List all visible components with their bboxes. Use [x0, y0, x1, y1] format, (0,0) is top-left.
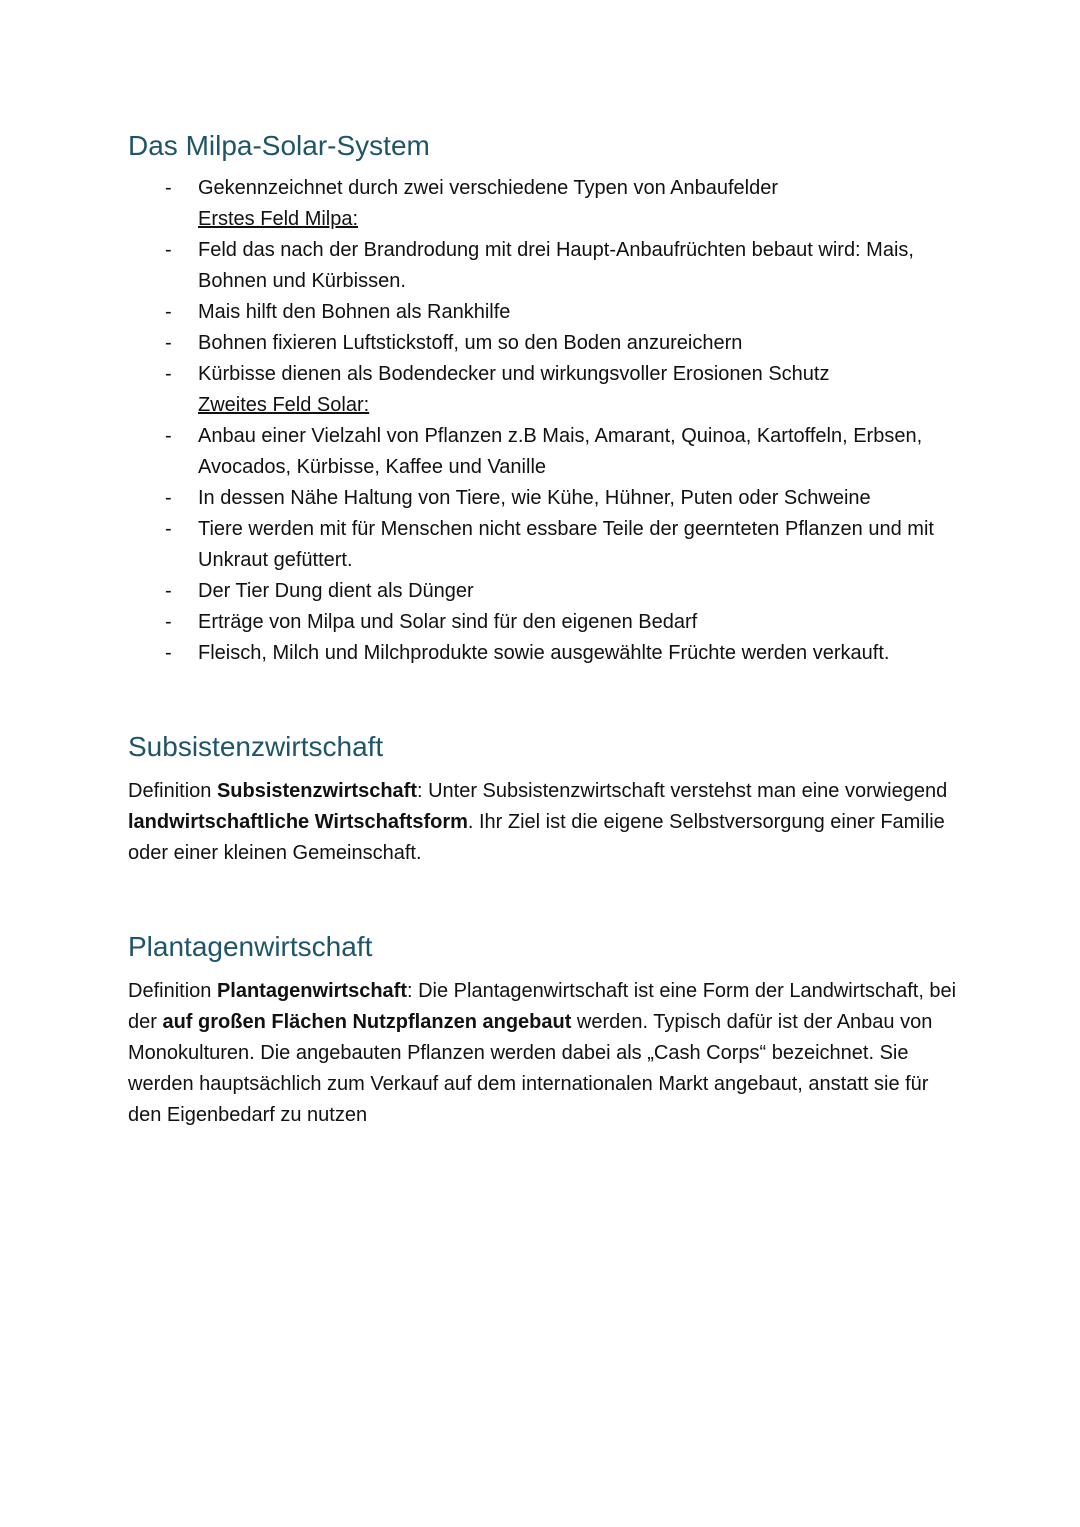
list-item: - Mais hilft den Bohnen als Rankhilfe [128, 297, 958, 328]
definition-text: werden. Typisch dafür ist der Anbau von Monokulturen. Die angebauten Pflanzen werden dabei als „Cash Corps“ bezeichnet. Sie werden hauptsächlich zum Verkauf auf dem internationalen Markt angebaut, anstatt sie für den Eigenbedarf zu nutzen [128, 1011, 933, 1126]
definition-term: Subsistenzwirtschaft [216, 780, 417, 802]
definition-term: Plantagenwirtschaft [216, 980, 407, 1002]
list-item: - Anbau einer Vielzahl von Pflanzen z.B Mais, Amarant, Quinoa, Kartoffeln, Erbsen, Avocados, Kürbisse, Kaffee und Vanille [128, 421, 958, 483]
list-item: - Der Tier Dung dient als Dünger [128, 576, 958, 607]
plantagen-definition [128, 976, 958, 1131]
list-item: - Tiere werden mit für Menschen nicht essbare Teile der geernteten Pflanzen und mit Unkraut gefüttert. [128, 514, 958, 576]
subsistenz-heading: Subsistenzwirtschaft [128, 731, 384, 762]
definition-text: : Die Plantagenwirtschaft ist eine Form der Landwirtschaft, bei der [128, 980, 957, 1033]
definition-emphasis: landwirtschaftliche Wirtschaftsform [128, 811, 468, 833]
plantagen-heading: Plantagenwirtschaft [128, 931, 373, 962]
subsistenz-section [128, 730, 958, 869]
list-item: - Feld das nach der Brandrodung mit drei Haupt-Anbaufrüchten bebaut wird: Mais, Bohnen und Kürbissen. [128, 235, 958, 297]
plantagen-section [128, 930, 958, 1131]
list-item: - Fleisch, Milch und Milchprodukte sowie ausgewählte Früchte werden verkauft. [128, 638, 958, 669]
subheading-milpa: Erstes Feld Milpa: [198, 208, 359, 230]
list-item: - In dessen Nähe Haltung von Tiere, wie Kühe, Hühner, Puten oder Schweine [128, 483, 958, 514]
milpa-list [128, 173, 958, 669]
list-item: - Gekennzeichnet durch zwei verschiedene Typen von Anbaufelder [128, 173, 958, 204]
definition-text: Definition [128, 780, 217, 802]
subheading-solar: Zweites Feld Solar: [198, 394, 370, 416]
list-item: - Bohnen fixieren Luftstickstoff, um so den Boden anzureichern [128, 328, 958, 359]
definition-text: : Unter Subsistenzwirtschaft verstehst man eine vorwiegend [416, 780, 948, 802]
milpa-section [128, 129, 958, 669]
list-subheading [128, 204, 958, 235]
definition-emphasis: auf großen Flächen Nutzpflanzen angebaut [162, 1011, 572, 1033]
subsistenz-definition [128, 776, 958, 869]
list-subheading [128, 390, 958, 421]
milpa-heading: Das Milpa-Solar-System [128, 130, 430, 161]
list-item: - Erträge von Milpa und Solar sind für den eigenen Bedarf [128, 607, 958, 638]
list-item: - Kürbisse dienen als Bodendecker und wirkungsvoller Erosionen Schutz [128, 359, 958, 390]
definition-text: Definition [128, 980, 217, 1002]
definition-text: . Ihr Ziel ist die eigene Selbstversorgung einer Familie oder einer kleinen Gemeinschaft. [128, 811, 945, 864]
